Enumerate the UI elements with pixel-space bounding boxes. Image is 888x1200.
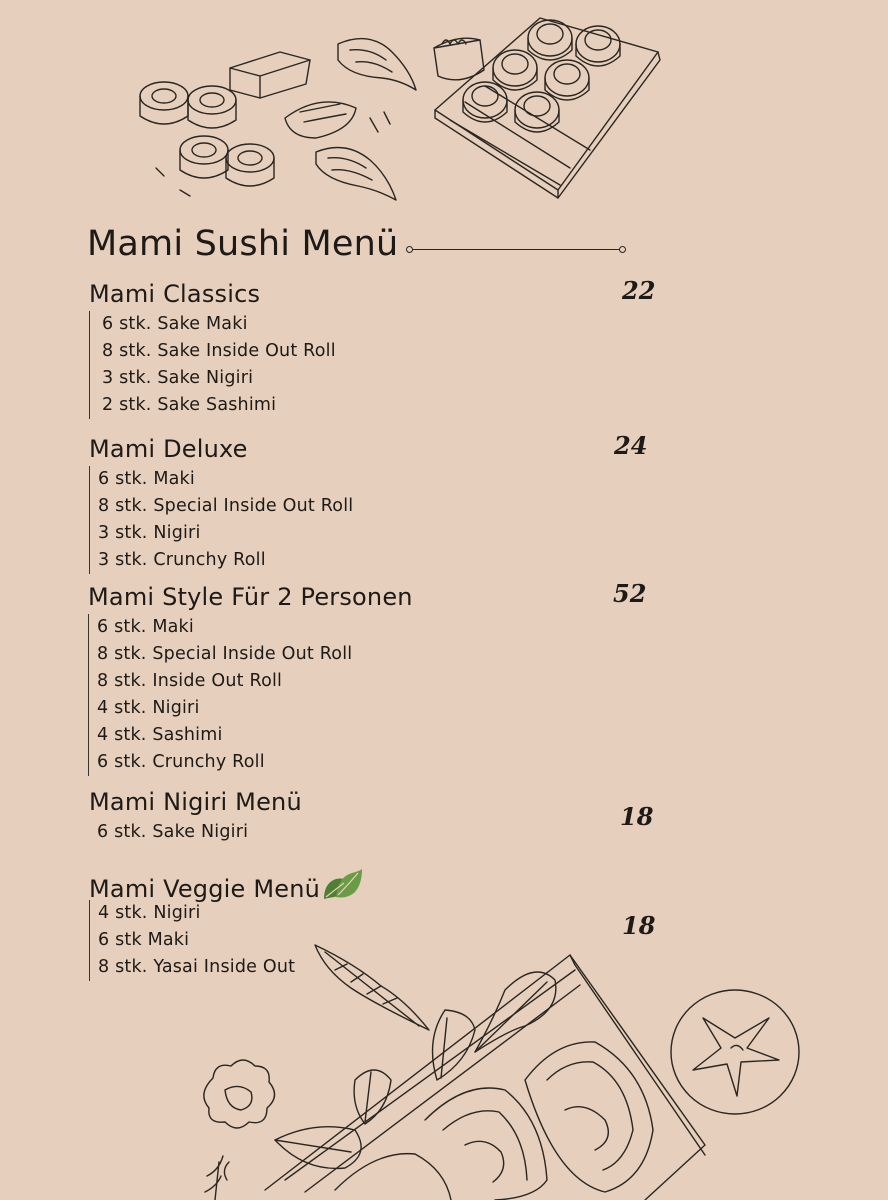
price: 18 [622, 911, 656, 940]
menu-title: Mami Sushi Menü [87, 224, 399, 264]
list-item: 6 stk Maki [98, 930, 190, 950]
section-items [89, 466, 353, 574]
list-item: 6 stk. Maki [98, 469, 195, 489]
price: 22 [622, 276, 656, 305]
section-name-row [89, 869, 362, 903]
section-name: Mami Deluxe [89, 435, 248, 463]
food-illustration-bottom [175, 930, 888, 1200]
section-items [89, 311, 336, 419]
title-divider [410, 249, 622, 250]
list-item: 8 stk. Inside Out Roll [97, 671, 283, 691]
price: 18 [620, 802, 654, 831]
list-item: 6 stk. Sake Nigiri [97, 822, 249, 842]
section-name: Mami Style Für 2 Personen [88, 583, 413, 611]
list-item: 8 stk. Yasai Inside Out [98, 957, 296, 977]
list-item: 3 stk. Crunchy Roll [98, 550, 266, 570]
list-item: 8 stk. Sake Inside Out Roll [102, 341, 336, 361]
list-item: 6 stk. Maki [97, 617, 194, 637]
section-name: Mami Nigiri Menü [89, 788, 302, 816]
list-item: 2 stk. Sake Sashimi [102, 395, 277, 415]
list-item: 3 stk. Sake Nigiri [102, 368, 254, 388]
section-name: Mami Classics [89, 280, 261, 308]
list-item: 6 stk. Crunchy Roll [97, 752, 265, 772]
price: 24 [614, 431, 648, 460]
section-items [88, 614, 352, 776]
list-item: 8 stk. Special Inside Out Roll [97, 644, 353, 664]
sushi-illustration-top [120, 0, 680, 215]
price: 52 [613, 579, 647, 608]
section-name: Mami Veggie Menü [89, 875, 321, 903]
list-item: 6 stk. Sake Maki [102, 314, 248, 334]
section-items [89, 819, 248, 846]
list-item: 8 stk. Special Inside Out Roll [98, 496, 354, 516]
list-item: 4 stk. Nigiri [97, 698, 200, 718]
leaf-icon [322, 869, 362, 901]
list-item: 4 stk. Sashimi [97, 725, 223, 745]
list-item: 3 stk. Nigiri [98, 523, 201, 543]
list-item: 4 stk. Nigiri [98, 903, 201, 923]
